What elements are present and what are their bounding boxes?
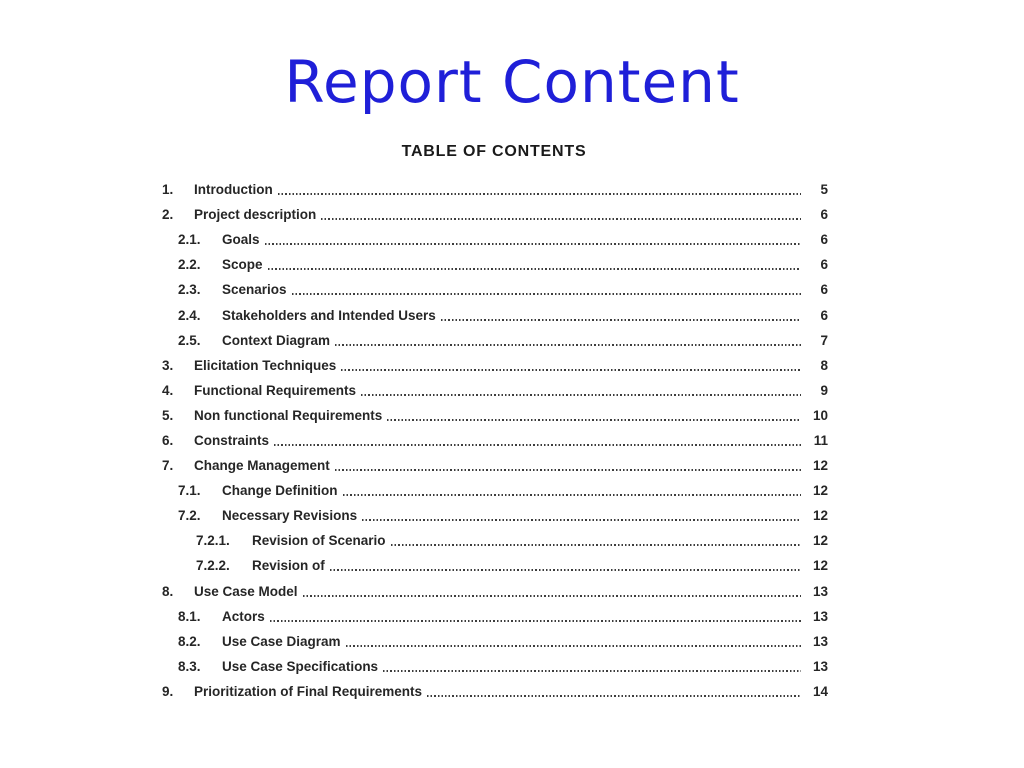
toc-entry-number: 7.2.2. (196, 558, 230, 574)
toc-entry-page: 9 (820, 382, 828, 398)
dot-leader (387, 419, 801, 421)
toc-entry (160, 277, 828, 302)
toc-entry (160, 302, 828, 327)
dot-leader (278, 193, 801, 195)
toc-entry (160, 604, 828, 629)
dot-leader (335, 469, 801, 471)
toc-entry-number: 8. (162, 583, 174, 599)
toc-entry-label: Goals (222, 232, 260, 248)
toc-entry (160, 252, 828, 277)
dot-leader (335, 344, 801, 346)
toc-entry-page: 6 (820, 232, 828, 248)
dot-leader (268, 268, 801, 270)
toc-entry-page: 13 (812, 583, 828, 599)
toc-entry-number: 4. (162, 382, 174, 398)
dot-leader (383, 670, 801, 672)
toc-entry-page: 12 (812, 558, 828, 574)
toc-entry (160, 503, 828, 528)
toc-entry-number: 8.1. (178, 608, 201, 624)
toc-entry-page: 14 (812, 683, 828, 699)
slide-title: Report Content (284, 48, 740, 116)
dot-leader (321, 218, 801, 220)
toc-entry-number: 9. (162, 683, 174, 699)
dot-leader (330, 569, 801, 571)
toc-entry (160, 177, 828, 202)
toc-entry (160, 202, 828, 227)
toc-entry-number: 7.1. (178, 483, 201, 499)
toc-entry-label: Non functional Requirements (194, 407, 383, 423)
toc-entry-label: Context Diagram (222, 332, 331, 348)
toc-entry-label: Use Case Specifications (222, 658, 379, 674)
toc-entry-page: 13 (812, 658, 828, 674)
toc-entry (160, 403, 828, 428)
toc-entry-page: 6 (820, 207, 828, 223)
dot-leader (270, 620, 801, 622)
toc-entry-label: Revision of Scenario (252, 533, 386, 549)
toc-entry (160, 353, 828, 378)
toc-entry-number: 2.3. (178, 282, 201, 298)
dot-leader (362, 519, 801, 521)
toc-entry (160, 679, 828, 704)
toc-entry-label: Actors (222, 608, 265, 624)
toc-entry-page: 13 (812, 633, 828, 649)
toc-entry-label: Scope (222, 257, 263, 273)
dot-leader (265, 243, 801, 245)
toc-entry-label: Change Definition (222, 483, 338, 499)
toc-entry-number: 8.2. (178, 633, 201, 649)
toc-entry-label: Prioritization of Final Requirements (194, 683, 423, 699)
toc-entry-number: 8.3. (178, 658, 201, 674)
toc-entry-label: Stakeholders and Intended Users (222, 307, 436, 323)
toc-entry-page: 6 (820, 307, 828, 323)
toc-entry-number: 7. (162, 458, 174, 474)
toc-entry-page: 12 (812, 483, 828, 499)
toc-entry (160, 378, 828, 403)
toc-entry (160, 227, 828, 252)
toc-entry-number: 2.2. (178, 257, 201, 273)
dot-leader (292, 293, 801, 295)
toc-entry-page: 12 (812, 458, 828, 474)
toc-entry-page: 7 (820, 332, 828, 348)
dot-leader (341, 369, 801, 371)
toc-entry-label: Constraints (194, 432, 270, 448)
toc-entry-label: Project description (194, 207, 317, 223)
toc-entry-number: 7.2.1. (196, 533, 230, 549)
toc-entry-page: 12 (812, 533, 828, 549)
toc-entry (160, 579, 828, 604)
dot-leader (343, 494, 802, 496)
toc-entry-page: 8 (820, 357, 828, 373)
dot-leader (303, 595, 801, 597)
toc-entry-label: Introduction (194, 182, 273, 198)
toc-entry (160, 629, 828, 654)
toc-entry-number: 2.1. (178, 232, 201, 248)
toc-entry (160, 478, 828, 503)
dot-leader (361, 394, 801, 396)
dot-leader (441, 319, 801, 321)
toc-entry-number: 1. (162, 182, 174, 198)
toc-entry-label: Elicitation Techniques (194, 357, 337, 373)
toc-entry (160, 428, 828, 453)
toc-entry-label: Use Case Diagram (222, 633, 341, 649)
toc-entry-page: 6 (820, 282, 828, 298)
toc-entry (160, 654, 828, 679)
toc-entry-number: 2.4. (178, 307, 201, 323)
toc-entry-page: 10 (812, 407, 828, 423)
toc-entry-number: 7.2. (178, 508, 201, 524)
toc-entry-number: 3. (162, 357, 174, 373)
toc-entry (160, 528, 828, 553)
toc-entry-label: Change Management (194, 458, 330, 474)
table-of-contents (160, 142, 828, 704)
toc-entry-page: 12 (812, 508, 828, 524)
dot-leader (427, 695, 801, 697)
toc-entry (160, 328, 828, 353)
toc-entry-page: 13 (812, 608, 828, 624)
toc-entry-label: Functional Requirements (194, 382, 357, 398)
toc-entry-label: Scenarios (222, 282, 287, 298)
toc-entry-number: 2. (162, 207, 174, 223)
toc-entry-label: Use Case Model (194, 583, 298, 599)
toc-entry (160, 453, 828, 478)
dot-leader (274, 444, 801, 446)
toc-heading: TABLE OF CONTENTS (401, 143, 587, 160)
toc-entry-number: 2.5. (178, 332, 201, 348)
toc-rows (160, 177, 828, 704)
toc-entry-label: Necessary Revisions (222, 508, 358, 524)
toc-entry-label: Revision of (252, 558, 325, 574)
toc-entry-number: 6. (162, 432, 174, 448)
toc-entry-number: 5. (162, 407, 174, 423)
dot-leader (391, 544, 801, 546)
toc-entry-page: 5 (820, 182, 828, 198)
toc-entry-page: 11 (813, 432, 828, 448)
toc-entry (160, 553, 828, 578)
toc-entry-page: 6 (820, 257, 828, 273)
dot-leader (346, 645, 801, 647)
